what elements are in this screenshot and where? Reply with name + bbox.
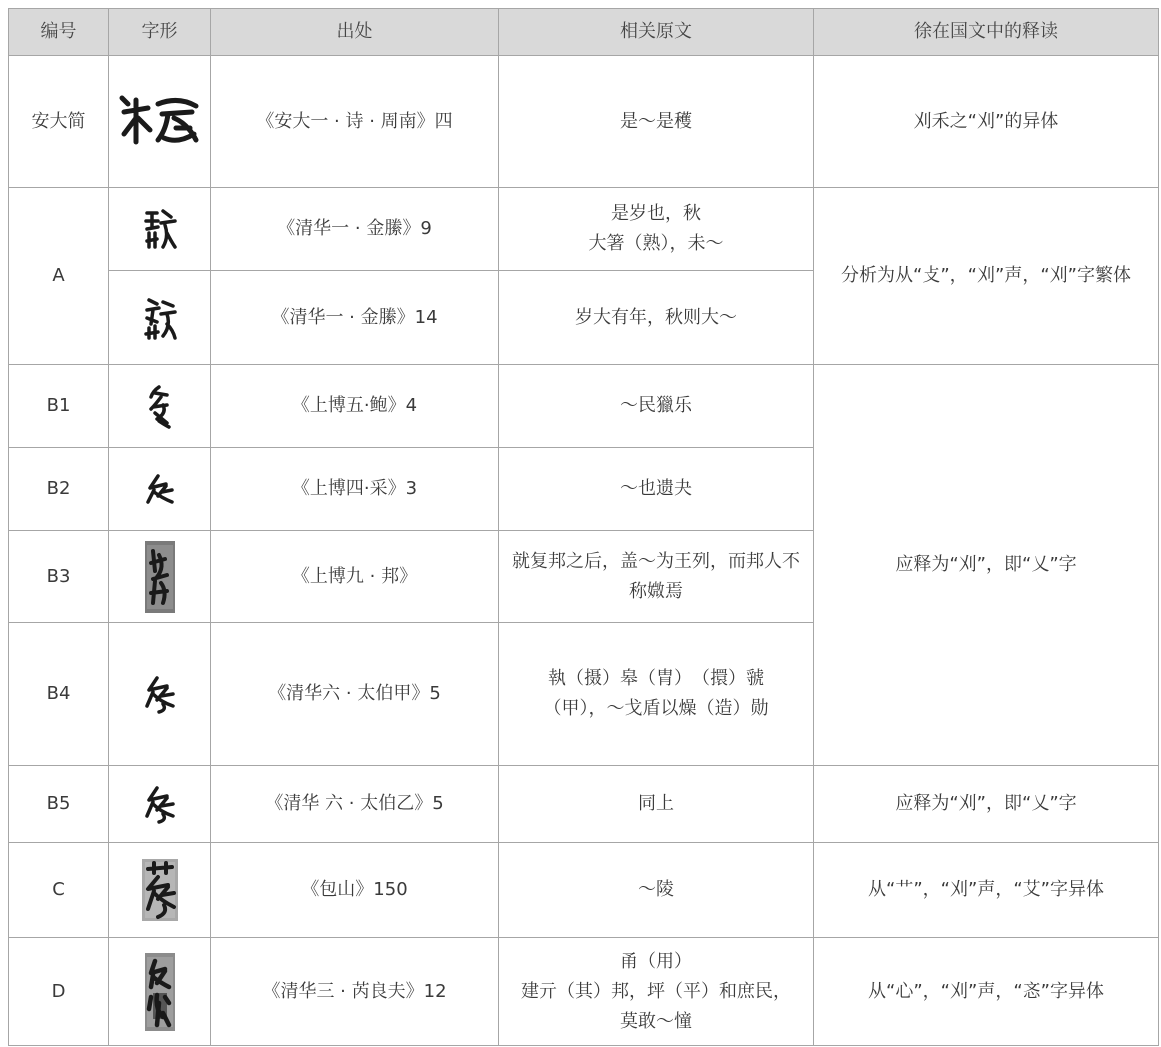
cell-reading: 从“心”，“刈”声，“忞”字异体 <box>814 938 1159 1046</box>
glyph-image <box>145 541 175 613</box>
cell-source: 《上博九 · 邦》 <box>211 531 499 623</box>
header-source: 出处 <box>211 9 499 56</box>
text-line: 是岁也，秋 <box>611 203 701 224</box>
cell-glyph <box>109 56 211 188</box>
cell-text: 就复邦之后，盖～为王列，而邦人不称媺焉 <box>499 531 814 623</box>
cell-reading: 从“艹”，“刈”声，“艾”字异体 <box>814 843 1159 938</box>
glyph-image <box>118 94 202 150</box>
cell-reading: 应释为“刈”，即“乂”字 <box>814 365 1159 766</box>
text-line: 大箸（熟），未～ <box>588 233 724 254</box>
cell-text: 是～是穫 <box>499 56 814 188</box>
cell-text <box>499 938 814 1046</box>
cell-id: B2 <box>9 448 109 531</box>
table-row <box>9 188 1159 271</box>
cell-source: 《上博五·鲍》4 <box>211 365 499 448</box>
cell-glyph <box>109 938 211 1046</box>
cell-text <box>499 623 814 766</box>
cell-id: C <box>9 843 109 938</box>
cell-source: 《清华 六 · 太伯乙》5 <box>211 766 499 843</box>
cell-glyph <box>109 365 211 448</box>
cell-text: ～民獵乐 <box>499 365 814 448</box>
cell-glyph <box>109 188 211 271</box>
interpretation-table <box>8 8 1159 1046</box>
cell-id: D <box>9 938 109 1046</box>
cell-source: 《安大一 · 诗 · 周南》四 <box>211 56 499 188</box>
glyph-image <box>143 784 177 824</box>
cell-id: 安大简 <box>9 56 109 188</box>
glyph-image <box>143 207 177 251</box>
cell-reading: 分析为从“攴”，“刈”声，“刈”字繁体 <box>814 188 1159 365</box>
cell-source: 《清华三 · 芮良夫》12 <box>211 938 499 1046</box>
cell-glyph <box>109 766 211 843</box>
text-line: 建亓（其）邦，坪（平）和庶民， <box>521 980 791 1002</box>
text-line: （甲），～戈盾以燥（造）勋 <box>543 698 769 719</box>
glyph-image <box>147 383 173 429</box>
header-id: 编号 <box>9 9 109 56</box>
cell-text <box>499 188 814 271</box>
text-line: 執（摄）皋（胄） （擐）虢 <box>548 668 764 689</box>
header-glyph: 字形 <box>109 9 211 56</box>
table-row <box>9 938 1159 1046</box>
table-row <box>9 56 1159 188</box>
cell-text: ～陵 <box>499 843 814 938</box>
table-row <box>9 365 1159 448</box>
cell-id: A <box>9 188 109 365</box>
glyph-image <box>143 674 177 714</box>
cell-glyph <box>109 531 211 623</box>
cell-text: ～也遗夬 <box>499 448 814 531</box>
cell-id: B5 <box>9 766 109 843</box>
cell-glyph <box>109 623 211 766</box>
text-line: 莫敢～憧 <box>620 1010 692 1032</box>
cell-source: 《清华一 · 金縢》9 <box>211 188 499 271</box>
cell-glyph <box>109 271 211 365</box>
text-line: 甬（用） <box>620 950 692 972</box>
cell-id: B1 <box>9 365 109 448</box>
glyph-image <box>145 953 175 1031</box>
cell-text: 岁大有年，秋则大～ <box>499 271 814 365</box>
table-row <box>9 843 1159 938</box>
cell-reading: 刈禾之“刈”的异体 <box>814 56 1159 188</box>
glyph-image <box>144 472 176 506</box>
cell-source: 《清华一 · 金縢》14 <box>211 271 499 365</box>
cell-text: 同上 <box>499 766 814 843</box>
cell-source: 《上博四·采》3 <box>211 448 499 531</box>
glyph-image <box>142 859 178 921</box>
cell-id: B4 <box>9 623 109 766</box>
header-row <box>9 9 1159 56</box>
cell-glyph <box>109 448 211 531</box>
header-text: 相关原文 <box>499 9 814 56</box>
table-row <box>9 766 1159 843</box>
cell-source: 《清华六 · 太伯甲》5 <box>211 623 499 766</box>
cell-source: 《包山》150 <box>211 843 499 938</box>
glyph-image <box>143 294 177 342</box>
cell-reading: 应释为“刈”，即“乂”字 <box>814 766 1159 843</box>
cell-id: B3 <box>9 531 109 623</box>
header-reading: 徐在国文中的释读 <box>814 9 1159 56</box>
cell-glyph <box>109 843 211 938</box>
